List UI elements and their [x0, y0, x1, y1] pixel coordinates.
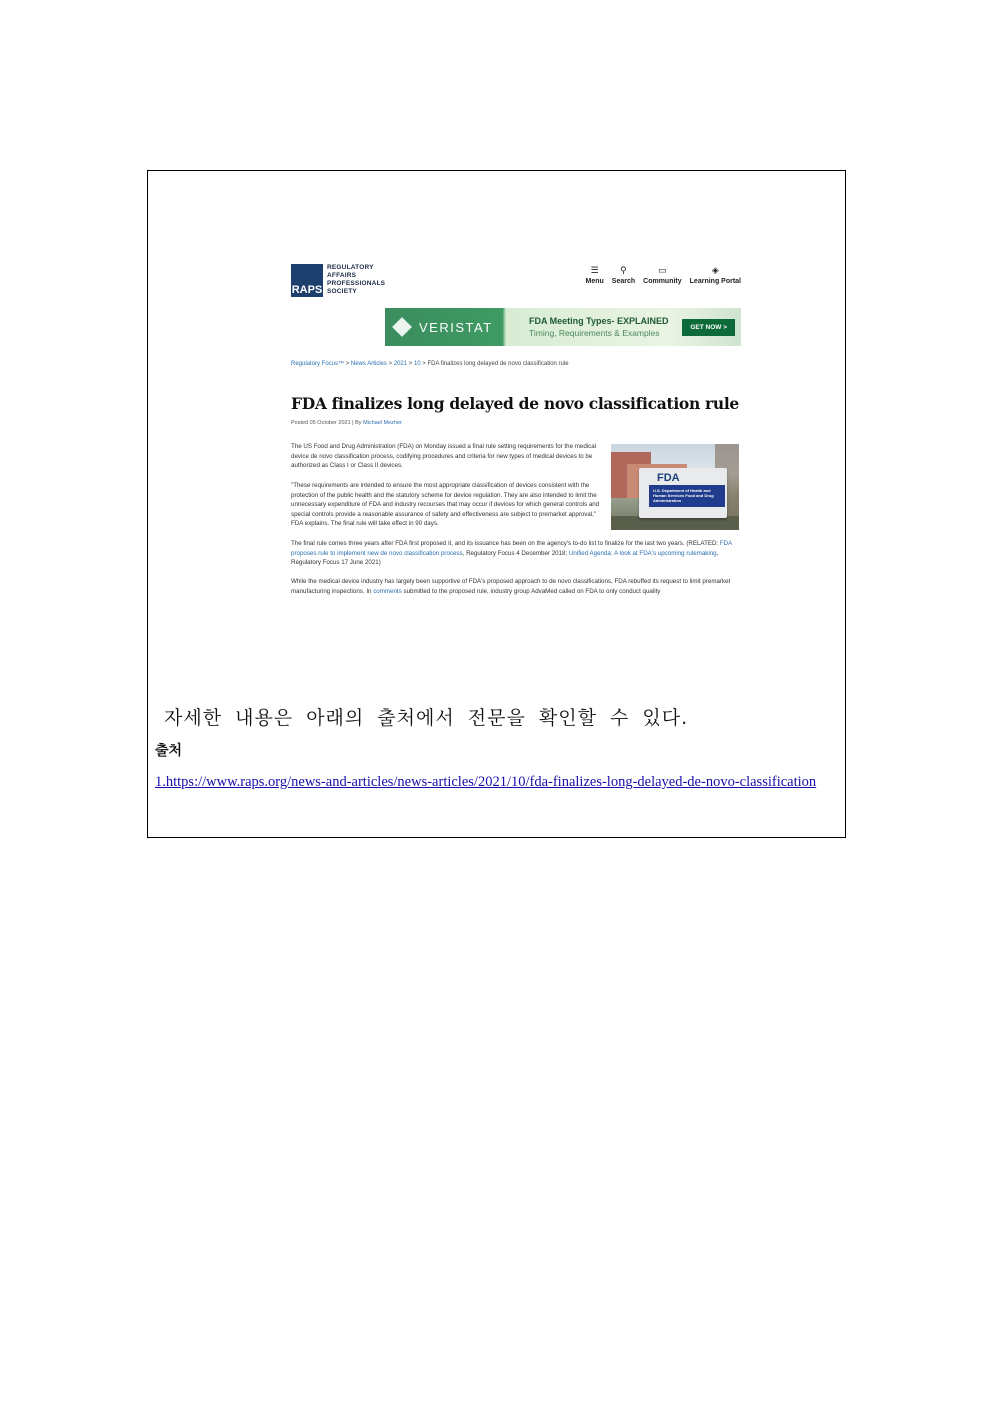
related-link-2[interactable]: Unified Agenda: A look at FDA's upcoming rulemaking	[568, 549, 717, 557]
p3-text: The final rule comes three years after FDA first proposed it, and its issuance has been on the agency's to-do list to finalize for the last two years. (RELATED:	[291, 540, 720, 547]
nav-label: Search	[611, 278, 636, 285]
source-link[interactable]: 1.https://www.raps.org/news-and-articles/news-articles/2021/10/fda-finalizes-long-delayed-de-novo-classification	[155, 774, 817, 790]
logo-line: REGULATORY	[327, 264, 374, 271]
fda-sign-logo: FDA	[657, 472, 680, 484]
breadcrumb-current: FDA finalizes long delayed de novo classification rule	[427, 361, 569, 367]
fda-sign-photo	[611, 444, 739, 530]
document-frame	[147, 170, 846, 838]
raps-logo-words	[327, 264, 385, 296]
veristat-brand: VERISTAT	[419, 319, 493, 335]
logo-line: PROFESSIONALS	[327, 280, 386, 287]
posted-meta	[291, 420, 402, 426]
nav-learning-portal[interactable]	[690, 265, 741, 285]
banner-text	[513, 316, 682, 338]
article-title: FDA finalizes long delayed de novo classification rule	[291, 394, 739, 413]
p3-text: , Regulatory Focus 4 December 2018;	[462, 549, 569, 557]
article-paragraph-3	[291, 539, 741, 568]
logo-line: SOCIETY	[327, 288, 357, 295]
article-paragraph-4	[291, 577, 741, 596]
chat-icon: ▭	[658, 265, 667, 275]
breadcrumb-month[interactable]: 10	[413, 361, 421, 367]
p4-text: While the medical device industry has largely been supportive of FDA's proposed approach to de novo classifications, FDA rebuffed its request to limit premarket manufacturing inspections. In	[291, 578, 731, 595]
breadcrumb-sep: >	[420, 361, 428, 367]
veristat-ad-banner[interactable]	[385, 308, 741, 346]
breadcrumb-sep: >	[344, 361, 351, 367]
breadcrumb-sep: >	[407, 361, 414, 367]
nav-search[interactable]	[612, 265, 635, 285]
korean-note: 자세한 내용은 아래의 출처에서 전문을 확인할 수 있다.	[164, 707, 689, 729]
nav-label: Community	[643, 278, 682, 285]
banner-subline: Timing, Requirements & Examples	[529, 328, 660, 338]
comments-link[interactable]: comments	[373, 587, 402, 595]
menu-icon: ☰	[590, 265, 599, 275]
get-now-button[interactable]: GET NOW >	[682, 319, 735, 336]
top-nav	[586, 265, 741, 285]
graduation-cap-icon: ◈	[711, 265, 719, 275]
nav-community[interactable]	[643, 265, 682, 285]
fda-sign	[639, 468, 727, 518]
nav-label: Learning Portal	[689, 278, 741, 285]
veristat-diamond-icon	[392, 317, 412, 337]
source-label: 출처	[155, 743, 183, 759]
breadcrumb-year[interactable]: 2021	[393, 361, 408, 367]
article-paragraph-2: "These requirements are intended to ensure the most appropriate classification of devices consistent with the protection of the public health and the statutory scheme for device regulation. They are also intended to limit the unnecessary expenditure of FDA and industry recourses that may occur if devices for which general controls and special controls provide a reasonable assurance of safety and effectiveness are subject to premarket approval," FDA explains. The final rule will take effect in 90 days.	[291, 482, 600, 528]
article-paragraph-1: The US Food and Drug Administration (FDA) on Monday issued a final rule setting requirements for the medical device de novo classification process, codifying procedures and criteria for new types of medical devices to be authorized as Class I or Class II devices.	[291, 443, 597, 470]
related-link-1[interactable]: FDA proposes rule to implement new de novo classification process	[291, 540, 732, 557]
search-icon: ⚲	[620, 265, 627, 275]
embedded-webpage-screenshot	[291, 264, 741, 604]
raps-logo-mark: RAPS	[291, 264, 323, 297]
breadcrumb-news-articles[interactable]: News Articles	[350, 361, 387, 367]
p4-text: submitted to the proposed rule, industry group AdvaMed called on FDA to only conduct quality	[401, 587, 661, 595]
posted-date: Posted 05 October 2021 | By	[291, 420, 364, 426]
breadcrumb-sep: >	[386, 361, 394, 367]
breadcrumb	[291, 361, 569, 367]
photo-ground	[611, 516, 739, 530]
nav-label: Menu	[585, 278, 604, 285]
author-link[interactable]: Michael Mezher	[363, 420, 402, 426]
raps-logo	[291, 264, 385, 297]
p3-text: , Regulatory Focus 17 June 2021)	[291, 549, 719, 567]
veristat-logo	[385, 320, 513, 335]
fda-sign-text: U.S. Department of Health and Human Services Food and Drug Administration	[649, 485, 725, 507]
logo-line: AFFAIRS	[327, 272, 357, 279]
nav-menu[interactable]	[586, 265, 604, 285]
banner-headline: FDA Meeting Types- EXPLAINED	[529, 316, 669, 326]
breadcrumb-regulatory-focus[interactable]: Regulatory Focus™	[291, 361, 345, 367]
